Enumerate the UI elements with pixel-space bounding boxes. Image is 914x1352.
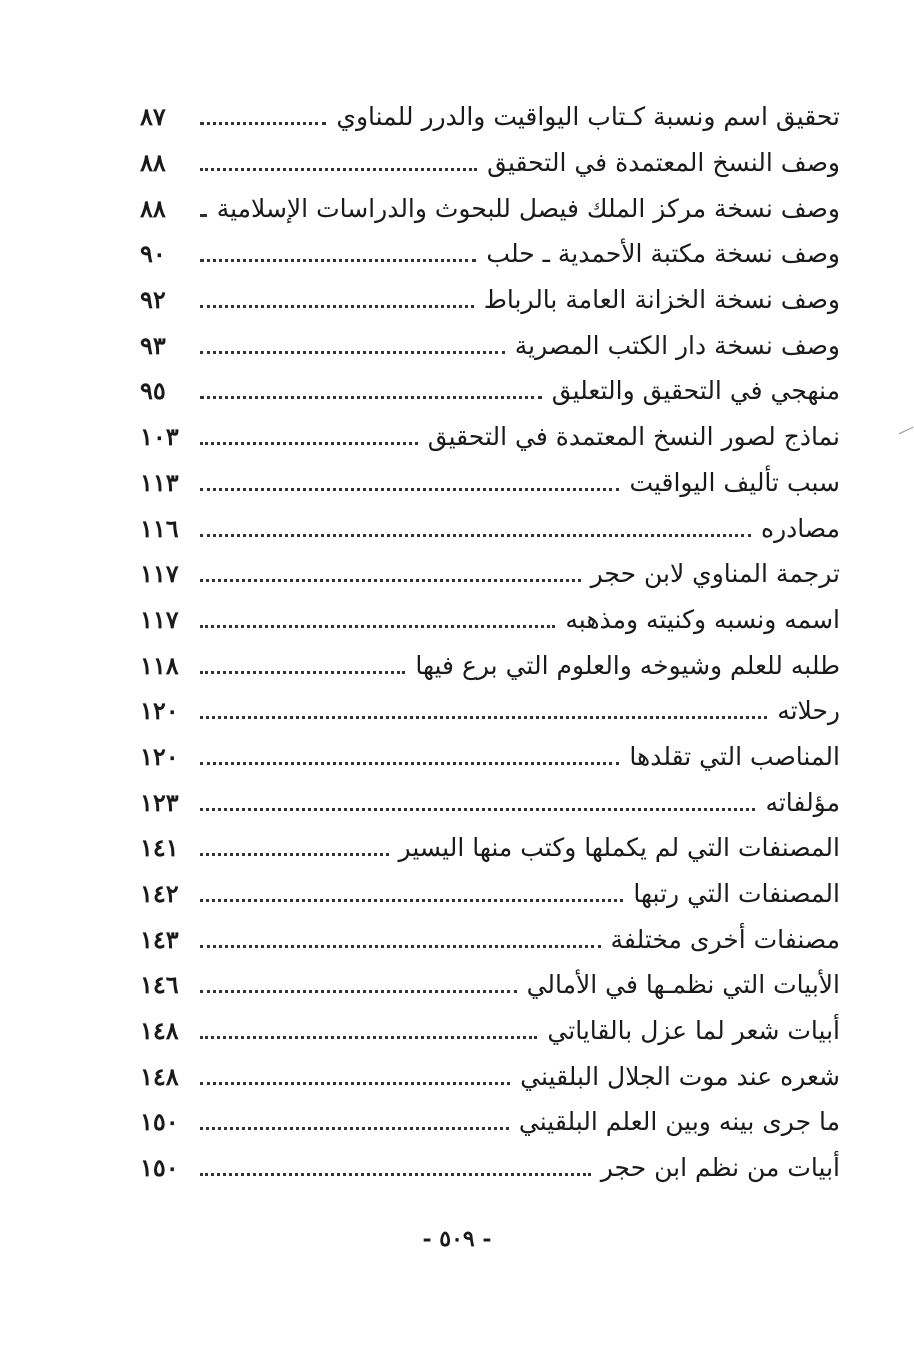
toc-entry: [140, 322, 840, 368]
toc-entry-page: ١٤٣: [140, 924, 179, 954]
toc-entry: [140, 94, 840, 140]
toc-entry-title: أبيات شعر لما عزل بالقاياتي: [547, 1016, 840, 1046]
toc-leader-dots: [200, 671, 405, 674]
toc-entry-page: ١٤٨: [140, 1061, 179, 1091]
toc-entry-page: ١١٧: [140, 559, 179, 589]
toc-leader-dots: [200, 716, 767, 719]
toc-entry-title: مصادره: [761, 513, 840, 543]
toc-entry: [140, 642, 840, 688]
toc-entry: [140, 734, 840, 780]
toc-entry-title: شعره عند موت الجلال البلقيني: [520, 1061, 840, 1091]
toc-entry-page: ١١٨: [140, 650, 179, 680]
toc-leader-dots: [200, 351, 505, 354]
toc-entry-page: ٩٢: [140, 285, 166, 315]
toc-entry-title: سبب تأليف اليواقيت: [629, 467, 840, 497]
toc-entry: [140, 962, 840, 1008]
toc-leader-dots: [200, 625, 555, 628]
toc-entry: [140, 871, 840, 917]
toc-entry-title: أبيات من نظم ابن حجر: [600, 1153, 840, 1183]
toc-entry-title: نماذج لصور النسخ المعتمدة في التحقيق: [427, 422, 840, 452]
toc-entry: [140, 505, 840, 551]
toc-entry: [140, 597, 840, 643]
toc-entry: [140, 825, 840, 871]
toc-leader-dots: [200, 534, 751, 537]
toc-entry-page: ٩٣: [140, 330, 166, 360]
toc-entry-page: ١٢٣: [140, 787, 179, 817]
toc-entry: [140, 1099, 840, 1145]
toc-leader-dots: [200, 762, 619, 765]
toc-entry: [140, 779, 840, 825]
toc-entry-title: منهجي في التحقيق والتعليق: [551, 376, 840, 406]
toc-entry-page: ١٤٦: [140, 970, 179, 1000]
toc-entry: [140, 185, 840, 231]
toc-entry-page: ١٢٠: [140, 696, 179, 726]
toc-entry: [140, 1053, 840, 1099]
toc-entry-title: تحقيق اسم ونسبة كـتاب اليواقيت والدرر للمناوي: [336, 102, 840, 132]
toc-entry-title: ترجمة المناوي لابن حجر: [590, 559, 840, 589]
toc-entry: [140, 1145, 840, 1191]
toc-entry: [140, 460, 840, 506]
toc-entry: [140, 1008, 840, 1054]
toc-entry-page: ١١٧: [140, 604, 179, 634]
toc-entry-title: وصف النسخ المعتمدة في التحقيق: [487, 148, 840, 178]
toc-entry-title: وصف نسخة الخزانة العامة بالرباط: [483, 285, 840, 315]
toc-leader-dots: [200, 305, 474, 308]
toc-leader-dots: [200, 442, 418, 445]
toc-entry-page: ١٤٨: [140, 1016, 179, 1046]
toc-entry-page: ١٠٣: [140, 422, 179, 452]
toc-entry-title: وصف نسخة دار الكتب المصرية: [514, 330, 840, 360]
toc-entry-title: وصف نسخة مركز الملك فيصل للبحوث والدراسات الإسلامية: [216, 193, 840, 223]
page-number: - ٥٠٩ -: [422, 1226, 492, 1252]
toc-leader-dots: [200, 396, 542, 399]
toc-entry-title: المصنفات التي رتبها: [633, 879, 840, 909]
toc-entry-title: المصنفات التي لم يكملها وكتب منها اليسير: [398, 833, 840, 863]
toc-entry-page: ٨٨: [140, 148, 166, 178]
toc-entry: [140, 688, 840, 734]
toc-entry: [140, 414, 840, 460]
toc-entry-title: ما جرى بينه وبين العلم البلقيني: [518, 1107, 840, 1137]
toc-leader-dots: [200, 1127, 509, 1130]
toc-entry-title: اسمه ونسبه وكنيته ومذهبه: [565, 604, 840, 634]
toc-entry-title: الأبيات التي نظمـها في الأمالي: [526, 970, 840, 1000]
toc-leader-dots: [200, 122, 326, 125]
margin-mark: [899, 427, 914, 435]
toc-entry-page: ١٤١: [140, 833, 179, 863]
toc-entry-title: طلبه للعلم وشيوخه والعلوم التي برع فيها: [415, 650, 840, 680]
toc-leader-dots: [200, 259, 476, 262]
toc-entry-title: مؤلفاته: [765, 787, 840, 817]
toc-leader-dots: [200, 853, 389, 856]
toc-entry-page: ٨٨: [140, 193, 166, 223]
toc-entry-title: المناصب التي تقلدها: [629, 741, 840, 771]
toc-entry: [140, 277, 840, 323]
toc-entry: [140, 551, 840, 597]
toc-entry: [140, 140, 840, 186]
toc-leader-dots: [200, 1082, 510, 1085]
table-of-contents: [140, 94, 840, 1191]
toc-entry-page: ٩٠: [140, 239, 166, 269]
toc-entry-page: ١٢٠: [140, 741, 179, 771]
toc-entry-page: ١١٣: [140, 467, 179, 497]
toc-entry: [140, 368, 840, 414]
toc-leader-dots: [200, 899, 623, 902]
toc-entry-page: ١٥٠: [140, 1107, 179, 1137]
toc-entry-page: ١٥٠: [140, 1153, 179, 1183]
toc-entry-title: وصف نسخة مكتبة الأحمدية ـ حلب: [486, 239, 840, 269]
toc-leader-dots: [200, 990, 517, 993]
toc-entry: [140, 231, 840, 277]
toc-entry-page: ١١٦: [140, 513, 179, 543]
toc-leader-dots: [200, 808, 755, 811]
toc-leader-dots: [200, 579, 581, 582]
toc-entry-page: ١٤٢: [140, 879, 179, 909]
toc-leader-dots: [200, 1173, 591, 1176]
toc-entry-page: ٨٧: [140, 102, 166, 132]
toc-leader-dots: [200, 1036, 537, 1039]
toc-leader-dots: [200, 214, 207, 217]
toc-leader-dots: [200, 488, 619, 491]
toc-leader-dots: [200, 168, 477, 171]
toc-leader-dots: [200, 945, 601, 948]
toc-entry: [140, 916, 840, 962]
toc-entry-title: مصنفات أخرى مختلفة: [610, 924, 840, 954]
toc-entry-page: ٩٥: [140, 376, 166, 406]
toc-entry-title: رحلاته: [777, 696, 840, 726]
